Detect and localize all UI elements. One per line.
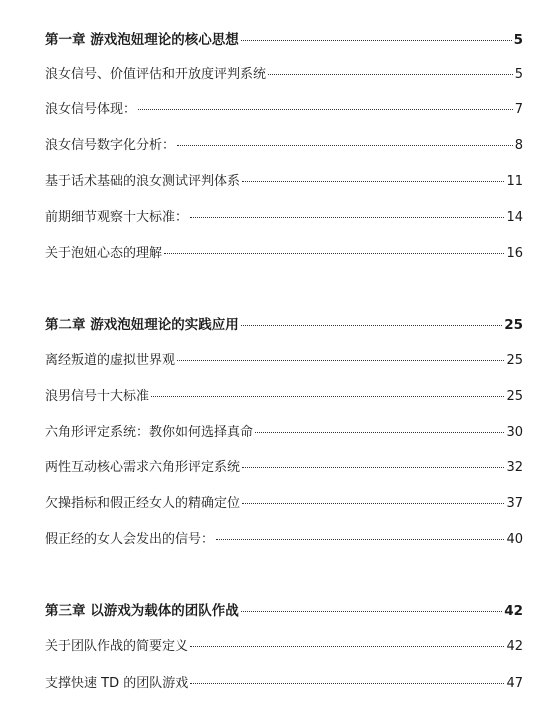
toc-entry[interactable] bbox=[45, 389, 523, 405]
page-number: 16 bbox=[506, 246, 523, 261]
page-number: 8 bbox=[514, 138, 523, 153]
page-number: 32 bbox=[506, 460, 523, 475]
toc-entry[interactable] bbox=[45, 460, 523, 476]
entry-title: 浪男信号十大标准 bbox=[45, 389, 150, 404]
entry-title: 两性互动核心需求六角形评定系统 bbox=[45, 460, 241, 475]
page-number: 7 bbox=[514, 102, 523, 117]
dot-leader bbox=[151, 396, 504, 397]
toc-entry[interactable] bbox=[45, 102, 523, 118]
page-number: 11 bbox=[506, 174, 523, 189]
entry-title: 六角形评定系统：教你如何选择真命 bbox=[45, 425, 254, 440]
dot-leader bbox=[216, 539, 504, 540]
chapter-title: 第一章 游戏泡妞理论的核心思想 bbox=[45, 32, 239, 48]
entry-title: 欠操指标和假正经女人的精确定位 bbox=[45, 496, 241, 511]
dot-leader bbox=[242, 503, 504, 504]
dot-leader bbox=[241, 40, 512, 41]
toc-entry[interactable] bbox=[45, 353, 523, 369]
dot-leader bbox=[242, 467, 504, 468]
dot-leader bbox=[255, 432, 504, 433]
toc-entry[interactable] bbox=[45, 639, 523, 655]
page-number: 37 bbox=[506, 496, 523, 511]
dot-leader bbox=[190, 217, 504, 218]
toc-chapter-1[interactable] bbox=[45, 32, 523, 48]
toc-chapter-2[interactable] bbox=[45, 317, 523, 333]
entry-title: 假正经的女人会发出的信号： bbox=[45, 532, 215, 547]
toc-entry[interactable] bbox=[45, 246, 523, 262]
toc-entry[interactable] bbox=[45, 676, 523, 692]
entry-title: 离经叛道的虚拟世界观 bbox=[45, 353, 176, 368]
dot-leader bbox=[138, 109, 513, 110]
page-number: 40 bbox=[506, 532, 523, 547]
dot-leader bbox=[241, 325, 503, 326]
page-number: 42 bbox=[504, 603, 523, 619]
toc-entry[interactable] bbox=[45, 425, 523, 441]
dot-leader bbox=[177, 360, 504, 361]
toc-entry[interactable] bbox=[45, 496, 523, 512]
dot-leader bbox=[177, 145, 513, 146]
dot-leader bbox=[164, 253, 504, 254]
toc-chapter-3[interactable] bbox=[45, 603, 523, 619]
entry-title: 基于话术基础的浪女测试评判体系 bbox=[45, 174, 241, 189]
entry-title: 浪女信号数字化分析： bbox=[45, 138, 176, 153]
page-number: 5 bbox=[514, 67, 523, 82]
entry-title: 浪女信号、价值评估和开放度评判系统 bbox=[45, 67, 267, 82]
page-number: 25 bbox=[506, 389, 523, 404]
dot-leader bbox=[242, 181, 504, 182]
entry-title: 支撑快速 TD 的团队游戏 bbox=[45, 676, 189, 691]
page-number: 30 bbox=[506, 425, 523, 440]
chapter-title: 第二章 游戏泡妞理论的实践应用 bbox=[45, 317, 239, 333]
entry-title: 浪女信号体现： bbox=[45, 102, 137, 117]
page-number: 5 bbox=[513, 32, 523, 48]
dot-leader bbox=[241, 611, 503, 612]
toc-entry[interactable] bbox=[45, 138, 523, 154]
page-number: 25 bbox=[504, 317, 523, 333]
entry-title: 关于泡妞心态的理解 bbox=[45, 246, 163, 261]
toc-entry[interactable] bbox=[45, 532, 523, 548]
toc-entry[interactable] bbox=[45, 67, 523, 83]
page-number: 14 bbox=[506, 210, 523, 225]
page-number: 42 bbox=[506, 639, 523, 654]
dot-leader bbox=[190, 683, 504, 684]
toc-entry[interactable] bbox=[45, 210, 523, 226]
entry-title: 前期细节观察十大标准： bbox=[45, 210, 189, 225]
entry-title: 关于团队作战的简要定义 bbox=[45, 639, 189, 654]
page-number: 47 bbox=[506, 676, 523, 691]
page-number: 25 bbox=[506, 353, 523, 368]
dot-leader bbox=[268, 74, 513, 75]
toc-entry[interactable] bbox=[45, 174, 523, 190]
chapter-title: 第三章 以游戏为载体的团队作战 bbox=[45, 603, 239, 619]
dot-leader bbox=[190, 646, 504, 647]
